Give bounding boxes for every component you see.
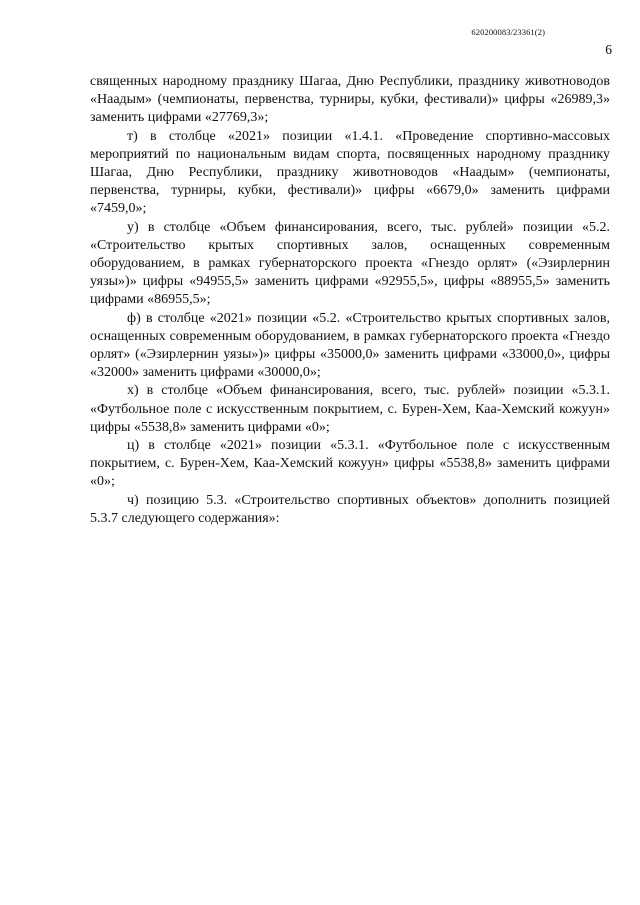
paragraph-item-kh: х) в столбце «Объем финансирования, всего, тыс. рублей» позиции «5.3.1. «Футбольное поле с искусственным покрытием, с. Бурен-Хем, Каа-Хемский кожуун» цифры «5538,8» заменить цифрами «0»; <box>90 383 610 435</box>
paragraph-item-f: ф) в столбце «2021» позиции «5.2. «Строительство крытых спортивных залов, оснащенных современным оборудованием, в рамках губернаторского проекта «Гнездо орлят» («Эзирлернин уязы»)» цифры «35000,0» заменить цифрами «33000,0», цифры «32000» заменить цифрами «30000,0»; <box>90 310 610 381</box>
paragraph-item-t: т) в столбце «2021» позиции «1.4.1. «Проведение спортивно-массовых мероприятий по национальным видам спорта, посвященных народному празднику Шагаа, Дню Республики, празднику животноводов «Наадым» (чемпионаты, первенства, турниры, кубки, фестивали)» цифры «6679,0» заменить цифрами «7459,0»; <box>90 128 610 217</box>
document-body <box>90 73 610 528</box>
paragraph-item-u: у) в столбце «Объем финансирования, всего, тыс. рублей» позиции «5.2. «Строительство крытых спортивных залов, оснащенных современным оборудованием, в рамках губернаторского проекта «Гнездо орлят» («Эзирлернин уязы»)» цифры «94955,5» заменить цифрами «92955,5», цифры «88955,5» заменить цифрами «86955,5»; <box>90 219 610 308</box>
paragraph-item-ch: ч) позицию 5.3. «Строительство спортивных объектов» дополнить позицией 5.3.7 следующего содержания»: <box>90 492 610 526</box>
paragraph-item-ts: ц) в столбце «2021» позиции «5.3.1. «Футбольное поле с искусственным покрытием, с. Бурен-Хем, Каа-Хемский кожуун» цифры «5538,8» заменить цифрами «0»; <box>90 438 610 490</box>
paragraph-continuation: священных народному празднику Шагаа, Дню Республики, празднику животноводов «Наадым» (чемпионаты, первенства, турниры, кубки, фестивали)» цифры «26989,3» заменить цифрами «27769,3»; <box>90 74 610 126</box>
page-number: 6 <box>605 42 612 57</box>
document-code: 620200083/23361(2) <box>471 27 545 37</box>
